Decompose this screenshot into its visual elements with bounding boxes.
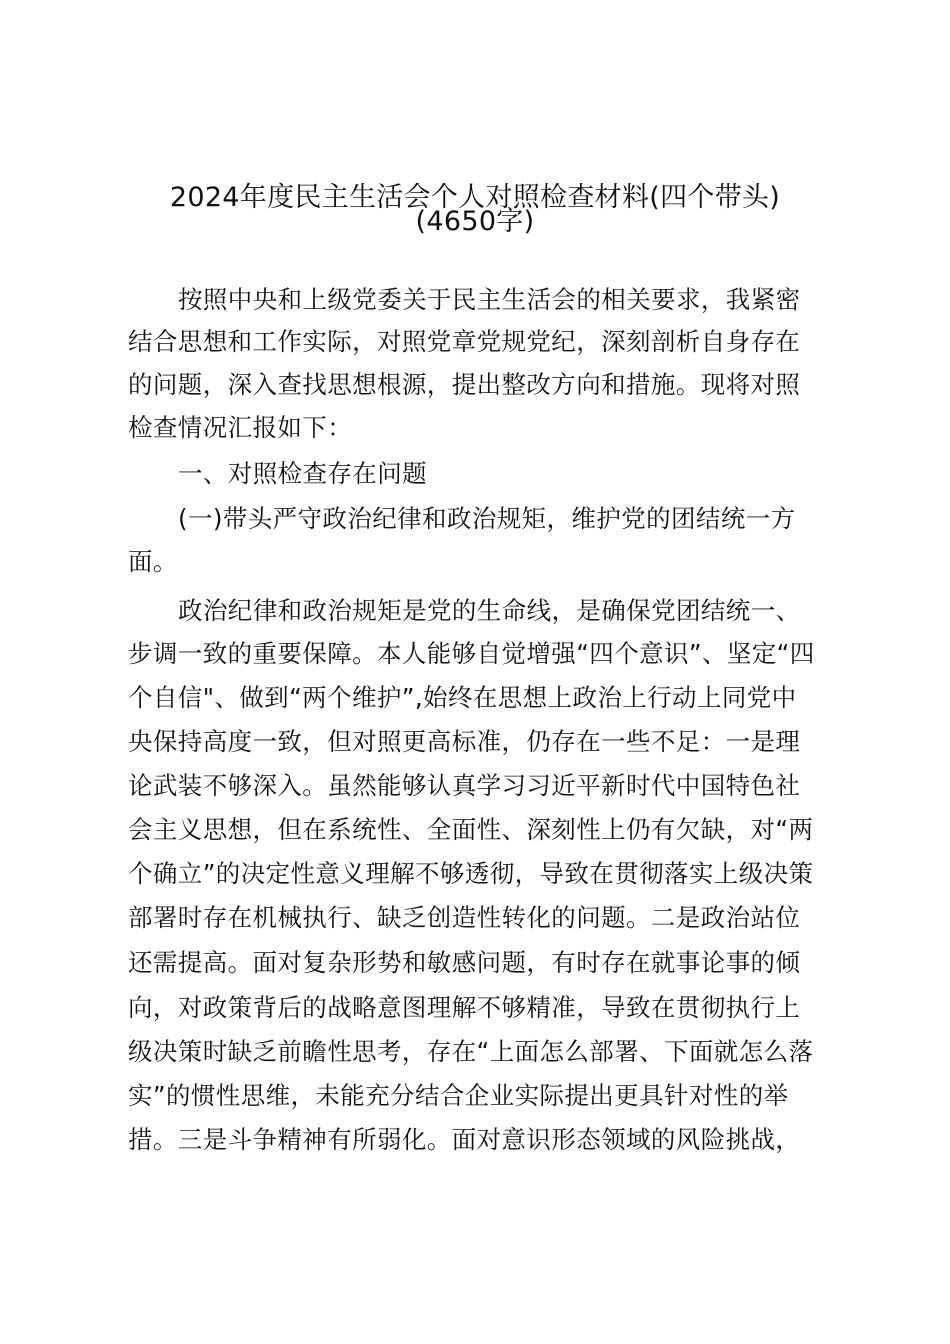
document-title: 2024年度民主生活会个人对照检查材料(四个带头) (169, 182, 781, 213)
body-line-8: 政治纪律和政治规矩是党的生命线，是确保党团结统一、 (178, 596, 801, 625)
body-line-10: 个自信"、做到“两个维护”,始终在思想上政治上行动上同党中 (128, 683, 797, 712)
subsection-heading-line-2: 面。 (128, 547, 178, 576)
section-heading: 一、对照检查存在问题 (178, 459, 427, 488)
body-line-1: 按照中央和上级党委关于民主生活会的相关要求，我紧密 (178, 285, 801, 314)
body-line-4: 检查情况汇报如下： (128, 413, 353, 442)
body-line-17: 向，对政策背后的战略意图理解不够精准，导致在贯彻执行上 (128, 993, 801, 1022)
body-line-9: 步调一致的重要保障。本人能够自觉增强“四个意识”、坚定“四 (128, 639, 815, 668)
subsection-heading-line-1: (一)带头严守政治纪律和政治规矩，维护党的团结统一方 (178, 504, 796, 533)
body-line-16: 还需提高。面对复杂形势和敏感问题，有时存在就事论事的倾 (128, 948, 801, 977)
body-line-14: 个确立”的决定性意义理解不够透彻，导致在贯彻落实上级决策 (128, 859, 814, 888)
body-line-15: 部署时存在机械执行、缺乏创造性转化的问题。二是政治站位 (128, 903, 801, 932)
document-word-count: (4650字) (415, 206, 535, 237)
body-line-19: 实”的惯性思维，未能充分结合企业实际提出更具针对性的举 (128, 1081, 789, 1110)
body-line-11: 央保持高度一致，但对照更高标准，仍存在一些不足：一是理 (128, 727, 801, 756)
body-line-3: 的问题，深入查找思想根源，提出整改方向和措施。现将对照 (128, 370, 801, 399)
body-line-18: 级决策时缺乏前瞻性思考，存在“上面怎么部署、下面就怎么落 (128, 1037, 814, 1066)
body-line-12: 论武装不够深入。虽然能够认真学习习近平新时代中国特色社 (128, 771, 801, 800)
body-line-20: 措。三是斗争精神有所弱化。面对意识形态领域的风险挑战， (128, 1125, 801, 1154)
body-line-2: 结合思想和工作实际，对照党章党规党纪，深刻剖析自身存在 (128, 327, 801, 356)
body-line-13: 会主义思想，但在系统性、全面性、深刻性上仍有欠缺，对“两 (128, 815, 814, 844)
